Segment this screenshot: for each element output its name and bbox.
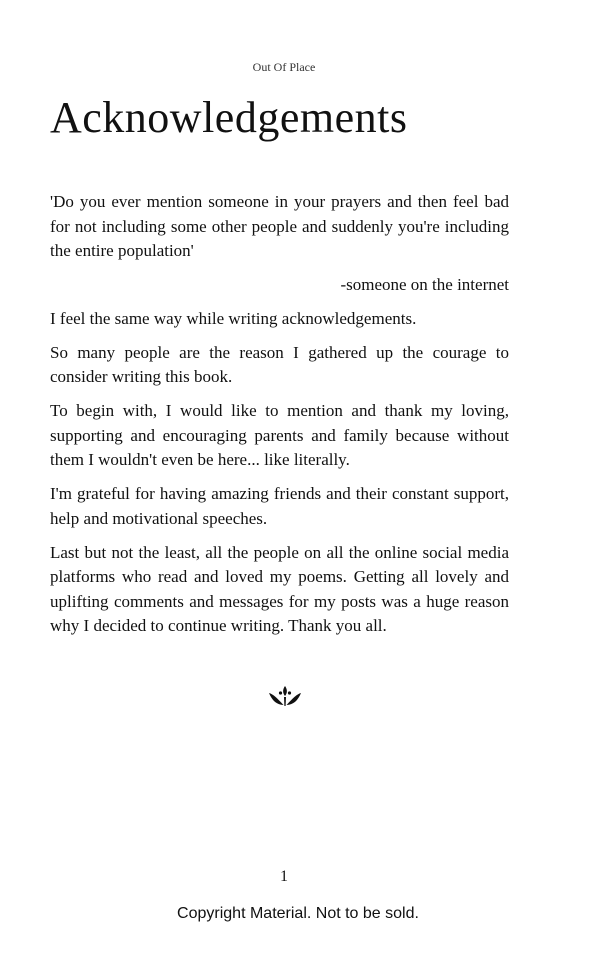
quote-attribution: -someone on the internet xyxy=(340,275,509,294)
chapter-title: Acknowledgements xyxy=(50,93,408,142)
page-number: 1 xyxy=(280,868,288,885)
body-text xyxy=(50,190,509,648)
paragraph: So many people are the reason I gathered up the courage to consider writing this book. xyxy=(50,342,509,386)
paragraph: Last but not the least, all the people on all the online social media platforms who read and loved my poems. Getting all lovely and uplifting comments and messages for my posts was a huge reason why I decided to continue writing. Thank you all. xyxy=(50,542,509,635)
paragraph: I feel the same way while writing acknowledgements. xyxy=(50,308,417,328)
running-head-book-title: Out Of Place xyxy=(252,60,316,74)
paragraph: I'm grateful for having amazing friends and their constant support, help and motivational speeches. xyxy=(50,484,509,528)
quote-text: 'Do you ever mention someone in your prayers and then feel bad for not including some other people and suddenly you're including the entire population' xyxy=(50,192,509,260)
copyright-notice: Copyright Material. Not to be sold. xyxy=(177,905,419,922)
paragraph: To begin with, I would like to mention and thank my loving, supporting and encouraging parents and family because without them I wouldn't even be here... like literally. xyxy=(50,401,509,469)
floral-ornament-icon xyxy=(268,684,302,710)
